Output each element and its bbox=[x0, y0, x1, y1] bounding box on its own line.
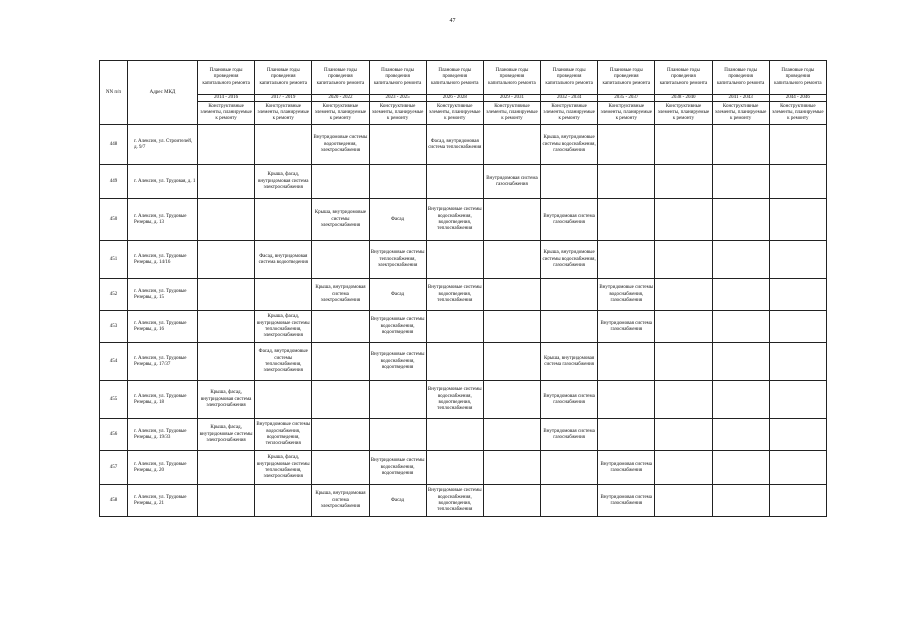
table-row bbox=[100, 381, 827, 419]
row-number: 448 bbox=[100, 125, 128, 165]
repair-cell: Внутридомовая система газоснабжения bbox=[541, 419, 598, 451]
table-row bbox=[100, 279, 827, 311]
repair-cell bbox=[541, 451, 598, 485]
header-element-note: Конструктивные элементы, планируемые к ремонту bbox=[769, 102, 826, 125]
row-number: 452 bbox=[100, 279, 128, 311]
header-period-title: Плановые годы проведения капитального ремонта bbox=[712, 61, 769, 95]
repair-cell bbox=[312, 165, 369, 199]
repair-cell bbox=[598, 165, 655, 199]
repair-cell bbox=[655, 279, 712, 311]
repair-cell: Внутридомовые системы водоснабжения, газоснабжения bbox=[598, 279, 655, 311]
repair-cell bbox=[483, 485, 540, 517]
repair-cell bbox=[483, 451, 540, 485]
repair-cell bbox=[255, 125, 312, 165]
table-row bbox=[100, 343, 827, 381]
repair-cell bbox=[483, 311, 540, 343]
capital-repair-table bbox=[99, 60, 827, 517]
repair-cell: Крыша, фасад, внутридомовая система электроснабжения bbox=[198, 381, 255, 419]
repair-cell bbox=[483, 241, 540, 279]
table-row bbox=[100, 485, 827, 517]
repair-cell bbox=[712, 451, 769, 485]
row-number: 454 bbox=[100, 343, 128, 381]
repair-cell bbox=[712, 311, 769, 343]
header-period-years: 2023 - 2025 bbox=[369, 95, 426, 102]
header-element-note: Конструктивные элементы, планируемые к ремонту bbox=[655, 102, 712, 125]
repair-cell bbox=[541, 485, 598, 517]
repair-cell bbox=[483, 279, 540, 311]
repair-cell bbox=[198, 199, 255, 241]
repair-cell bbox=[312, 451, 369, 485]
repair-cell bbox=[541, 165, 598, 199]
row-address: г. Алексин, ул. Трудовые Резервы, д. 15 bbox=[128, 279, 198, 311]
header-element-note: Конструктивные элементы, планируемые к ремонту bbox=[712, 102, 769, 125]
repair-cell: Внутридомовая система газоснабжения bbox=[598, 485, 655, 517]
repair-cell: Фасад, внутридомовые системы теплоснабжения, электроснабжения bbox=[255, 343, 312, 381]
header-address: Адрес МКД bbox=[128, 61, 198, 125]
header-period-years: 2014 - 2016 bbox=[198, 95, 255, 102]
header-element-note: Конструктивные элементы, планируемые к ремонту bbox=[541, 102, 598, 125]
repair-cell: Крыша, фасад, внутридомовые системы электроснабжения bbox=[198, 419, 255, 451]
header-period-years: 2044 - 2046 bbox=[769, 95, 826, 102]
row-number: 456 bbox=[100, 419, 128, 451]
repair-cell: Внутридомовая система газоснабжения bbox=[541, 199, 598, 241]
row-number: 450 bbox=[100, 199, 128, 241]
header-period-title: Плановые годы проведения капитального ремонта bbox=[598, 61, 655, 95]
repair-cell: Крыша, внутридомовая система электроснабжения bbox=[312, 485, 369, 517]
repair-cell bbox=[655, 485, 712, 517]
repair-cell bbox=[712, 279, 769, 311]
repair-cell bbox=[426, 311, 483, 343]
repair-cell bbox=[655, 451, 712, 485]
repair-cell bbox=[769, 279, 826, 311]
repair-cell bbox=[598, 241, 655, 279]
repair-cell bbox=[369, 165, 426, 199]
repair-cell bbox=[769, 485, 826, 517]
repair-cell: Крыша, фасад, внутридомовые системы теплоснабжения, электроснабжения bbox=[255, 311, 312, 343]
repair-cell bbox=[541, 311, 598, 343]
repair-cell bbox=[255, 381, 312, 419]
row-number: 457 bbox=[100, 451, 128, 485]
header-period-title: Плановые годы проведения капитального ремонта bbox=[655, 61, 712, 95]
header-period-title: Плановые годы проведения капитального ремонта bbox=[255, 61, 312, 95]
repair-cell bbox=[541, 279, 598, 311]
repair-cell bbox=[655, 419, 712, 451]
header-period-title: Плановые годы проведения капитального ремонта bbox=[541, 61, 598, 95]
repair-cell bbox=[255, 199, 312, 241]
header-element-note: Конструктивные элементы, планируемые к ремонту bbox=[426, 102, 483, 125]
repair-cell bbox=[312, 311, 369, 343]
header-period-years: 2035 - 2037 bbox=[598, 95, 655, 102]
repair-cell bbox=[598, 125, 655, 165]
repair-cell: Крыша, фасад, внутридомовые системы теплоснабжения, электроснабжения bbox=[255, 451, 312, 485]
row-number: 451 bbox=[100, 241, 128, 279]
table-row bbox=[100, 165, 827, 199]
repair-cell bbox=[655, 343, 712, 381]
repair-cell bbox=[198, 125, 255, 165]
repair-cell bbox=[712, 419, 769, 451]
repair-cell bbox=[769, 125, 826, 165]
header-period-years: 2017 - 2019 bbox=[255, 95, 312, 102]
row-number: 449 bbox=[100, 165, 128, 199]
repair-cell bbox=[483, 199, 540, 241]
header-period-title: Плановые годы проведения капитального ремонта bbox=[369, 61, 426, 95]
header-period-years: 2029 - 2031 bbox=[483, 95, 540, 102]
repair-cell bbox=[426, 165, 483, 199]
row-address: г. Алексин, ул. Трудовые Резервы, д. 19/33 bbox=[128, 419, 198, 451]
row-number: 455 bbox=[100, 381, 128, 419]
repair-cell: Внутридомовые системы водоснабжения, водоотведения, теплоснабжения bbox=[426, 485, 483, 517]
header-period-years: 2038 - 2040 bbox=[655, 95, 712, 102]
repair-cell bbox=[198, 451, 255, 485]
header-period-years: 2032 - 2034 bbox=[541, 95, 598, 102]
header-element-note: Конструктивные элементы, планируемые к ремонту bbox=[598, 102, 655, 125]
repair-cell bbox=[198, 279, 255, 311]
repair-cell: Внутридомовая система газоснабжения bbox=[598, 451, 655, 485]
row-number: 453 bbox=[100, 311, 128, 343]
row-number: 458 bbox=[100, 485, 128, 517]
table-row bbox=[100, 451, 827, 485]
repair-cell bbox=[483, 419, 540, 451]
repair-cell: Внутридомовые системы водоснабжения, водоотведения bbox=[369, 311, 426, 343]
repair-cell bbox=[198, 241, 255, 279]
table-row bbox=[100, 125, 827, 165]
repair-cell: Внутридомовая система газоснабжения bbox=[598, 311, 655, 343]
repair-cell: Фасад, внутридомовая система водоотведения bbox=[255, 241, 312, 279]
repair-cell bbox=[769, 241, 826, 279]
repair-cell bbox=[255, 485, 312, 517]
header-row-elements bbox=[100, 102, 827, 125]
repair-cell bbox=[483, 381, 540, 419]
repair-cell bbox=[369, 419, 426, 451]
header-element-note: Конструктивные элементы, планируемые к ремонту bbox=[369, 102, 426, 125]
header-element-note: Конструктивные элементы, планируемые к ремонту bbox=[255, 102, 312, 125]
repair-cell bbox=[769, 165, 826, 199]
page-number: 47 bbox=[449, 18, 456, 24]
repair-cell: Внутридомовая система газоснабжения bbox=[541, 381, 598, 419]
repair-cell: Внутридомовые системы теплоснабжения, электроснабжения bbox=[369, 241, 426, 279]
repair-cell bbox=[769, 451, 826, 485]
repair-cell bbox=[426, 451, 483, 485]
repair-cell: Внутридомовые системы водоснабжения, водоотведения, теплоснабжения bbox=[426, 381, 483, 419]
repair-cell: Внутридомовые системы водоснабжения, водоотведения bbox=[369, 343, 426, 381]
repair-cell: Внутридомовые системы водоотведения, электроснабжения bbox=[312, 125, 369, 165]
table-row bbox=[100, 419, 827, 451]
repair-cell: Крыша, внутридомовая система газоснабжения bbox=[541, 343, 598, 381]
repair-cell bbox=[769, 343, 826, 381]
repair-cell: Крыша, внутридомовые системы водоснабжения, газоснабжения bbox=[541, 125, 598, 165]
header-period-years: 2026 - 2028 bbox=[426, 95, 483, 102]
repair-cell bbox=[483, 125, 540, 165]
repair-cell: Внутридомовые системы водоснабжения, водоотведения, теплоснабжения bbox=[255, 419, 312, 451]
repair-cell bbox=[769, 419, 826, 451]
repair-cell bbox=[598, 343, 655, 381]
table-row bbox=[100, 241, 827, 279]
repair-cell: Внутридомовая система газоснабжения bbox=[483, 165, 540, 199]
header-row-titles bbox=[100, 61, 827, 95]
header-number: NN п/п bbox=[100, 61, 128, 125]
repair-cell: Крыша, фасад, внутридомовая система электроснабжения bbox=[255, 165, 312, 199]
repair-cell bbox=[198, 343, 255, 381]
repair-cell bbox=[198, 311, 255, 343]
repair-cell bbox=[369, 381, 426, 419]
header-period-title: Плановые годы проведения капитального ремонта bbox=[198, 61, 255, 95]
repair-cell bbox=[655, 165, 712, 199]
repair-cell bbox=[655, 125, 712, 165]
repair-cell bbox=[369, 125, 426, 165]
repair-cell bbox=[712, 199, 769, 241]
repair-cell bbox=[655, 311, 712, 343]
repair-cell: Внутридомовые системы водоснабжения, водоотведения bbox=[369, 451, 426, 485]
repair-cell: Крыша, внутридомовые системы электроснабжения bbox=[312, 199, 369, 241]
repair-cell bbox=[655, 241, 712, 279]
repair-cell bbox=[198, 165, 255, 199]
repair-cell bbox=[255, 279, 312, 311]
repair-cell: Фасад, внутридомовая система теплоснабжения bbox=[426, 125, 483, 165]
row-address: г. Алексин, ул. Трудовые Резервы, д. 16 bbox=[128, 311, 198, 343]
row-address: г. Алексин, ул. Трудовые Резервы, д. 20 bbox=[128, 451, 198, 485]
header-element-note: Конструктивные элементы, планируемые к ремонту bbox=[312, 102, 369, 125]
repair-cell bbox=[426, 241, 483, 279]
repair-cell bbox=[312, 419, 369, 451]
table-row bbox=[100, 311, 827, 343]
repair-cell bbox=[312, 343, 369, 381]
repair-cell bbox=[712, 125, 769, 165]
repair-cell: Внутридомовые системы водоснабжения, водоотведения, теплоснабжения bbox=[426, 199, 483, 241]
repair-cell bbox=[312, 381, 369, 419]
repair-cell bbox=[598, 381, 655, 419]
repair-cell: Крыша, внутридомовые системы водоснабжения, газоснабжения bbox=[541, 241, 598, 279]
repair-cell bbox=[426, 419, 483, 451]
repair-cell bbox=[712, 485, 769, 517]
row-address: г. Алексин, ул. Трудовые Резервы, д. 21 bbox=[128, 485, 198, 517]
header-period-title: Плановые годы проведения капитального ремонта bbox=[426, 61, 483, 95]
row-address: г. Алексин, ул. Трудовая, д. 1 bbox=[128, 165, 198, 199]
row-address: г. Алексин, ул. Трудовые Резервы, д. 13 bbox=[128, 199, 198, 241]
repair-cell bbox=[655, 381, 712, 419]
repair-cell bbox=[426, 343, 483, 381]
row-address: г. Алексин, ул. Трудовые Резервы, д. 14/16 bbox=[128, 241, 198, 279]
repair-cell bbox=[712, 343, 769, 381]
row-address: г. Алексин, ул. Трудовые Резервы, д. 17/37 bbox=[128, 343, 198, 381]
repair-cell bbox=[712, 241, 769, 279]
repair-cell bbox=[769, 381, 826, 419]
header-element-note: Конструктивные элементы, планируемые к ремонту bbox=[198, 102, 255, 125]
header-period-title: Плановые годы проведения капитального ремонта bbox=[769, 61, 826, 95]
repair-cell bbox=[198, 485, 255, 517]
repair-cell bbox=[712, 165, 769, 199]
repair-cell bbox=[312, 241, 369, 279]
repair-cell bbox=[598, 199, 655, 241]
repair-cell bbox=[769, 311, 826, 343]
header-period-years: 2041 - 2043 bbox=[712, 95, 769, 102]
header-period-title: Плановые годы проведения капитального ремонта bbox=[312, 61, 369, 95]
header-row-periods bbox=[100, 95, 827, 102]
table-body bbox=[100, 125, 827, 517]
header-period-title: Плановые годы проведения капитального ремонта bbox=[483, 61, 540, 95]
repair-cell bbox=[769, 199, 826, 241]
table-row bbox=[100, 199, 827, 241]
header-element-note: Конструктивные элементы, планируемые к ремонту bbox=[483, 102, 540, 125]
repair-cell bbox=[598, 419, 655, 451]
repair-cell bbox=[483, 343, 540, 381]
repair-cell: Фасад bbox=[369, 199, 426, 241]
row-address: г. Алексин, ул. Трудовые Резервы, д. 18 bbox=[128, 381, 198, 419]
repair-cell: Крыша, внутридомовая система электроснабжения bbox=[312, 279, 369, 311]
repair-cell: Фасад bbox=[369, 279, 426, 311]
repair-cell bbox=[655, 199, 712, 241]
header-period-years: 2020 - 2022 bbox=[312, 95, 369, 102]
repair-cell: Внутридомовые системы водоотведения, теплоснабжения bbox=[426, 279, 483, 311]
repair-cell bbox=[712, 381, 769, 419]
repair-cell: Фасад bbox=[369, 485, 426, 517]
row-address: г. Алексин, ул. Строителей, д. 9/7 bbox=[128, 125, 198, 165]
